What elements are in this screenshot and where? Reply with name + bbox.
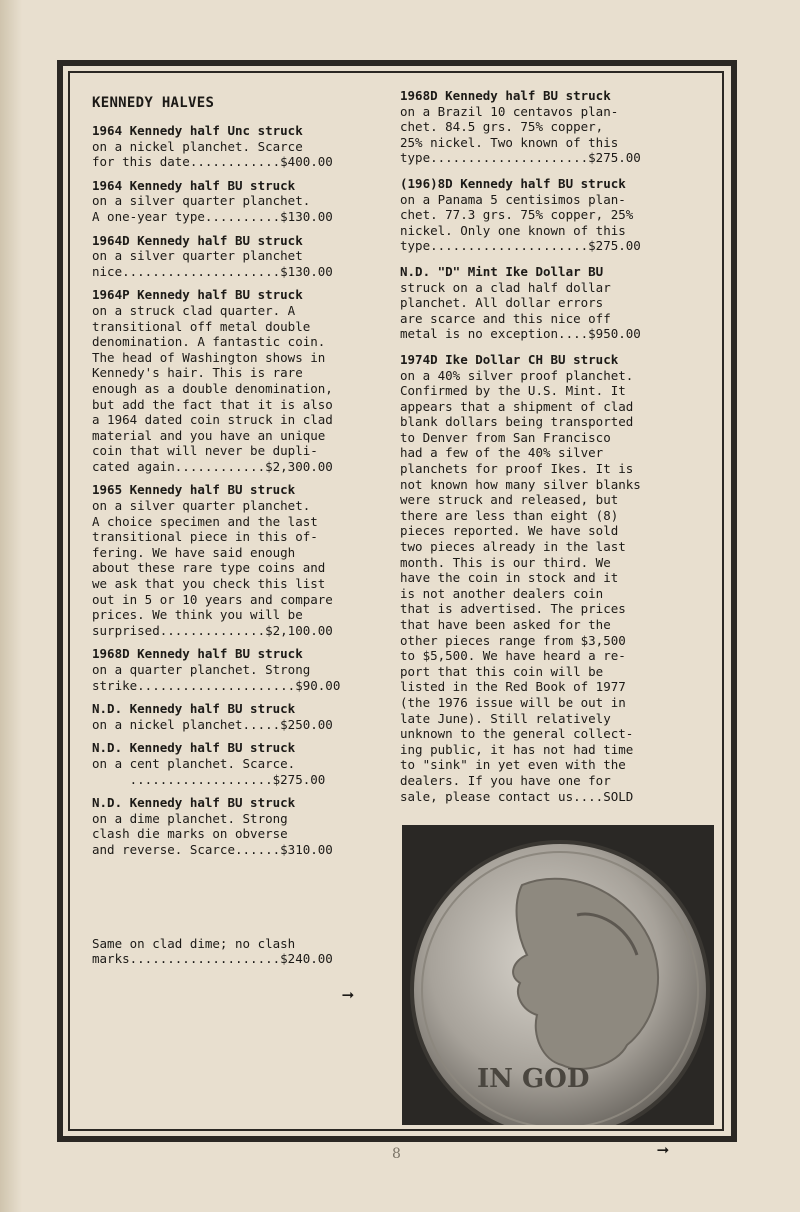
entry-line: on a 40% silver proof planchet. — [400, 367, 634, 383]
entry-line: were struck and released, but — [400, 492, 619, 508]
entry-line: late June). Still relatively — [400, 710, 611, 726]
entry-line: on a silver quarter planchet. — [92, 498, 311, 514]
listing-entry — [400, 264, 700, 342]
entry-line: ing public, it has not had time — [400, 741, 634, 757]
entry-line: marks....................$240.00 — [92, 951, 333, 967]
entry-line: Confirmed by the U.S. Mint. It — [400, 383, 626, 399]
entry-line: fering. We have said enough — [92, 544, 296, 560]
entry-line: about these rare type coins and — [92, 560, 326, 576]
listing-entry — [92, 178, 387, 225]
listing-entry — [400, 88, 700, 166]
entry-line: to $5,500. We have heard a re- — [400, 648, 626, 664]
entry-title-line: N.D. Kennedy half BU struck — [92, 701, 296, 717]
entry-line: on a cent planchet. Scarce. — [92, 755, 296, 771]
entry-title-line: 1964 Kennedy half Unc struck — [92, 123, 303, 138]
coin-inscription: IN GOD — [477, 1064, 590, 1094]
entry-title-line: (196)8D Kennedy half BU struck — [400, 175, 626, 191]
entry-line: metal is no exception....$950.00 — [400, 326, 641, 342]
listing-entry — [92, 233, 387, 280]
right-arrow-icon: ➞ — [657, 1138, 670, 1162]
entry-title-line: N.D. Kennedy half BU struck — [92, 740, 296, 756]
entry-line: struck on a clad half dollar — [400, 279, 611, 295]
listing-entry — [400, 352, 700, 804]
entry-line: that have been asked for the — [400, 617, 611, 632]
entry-line: type.....................$275.00 — [400, 238, 641, 254]
entry-line: month. This is our third. We — [400, 554, 611, 570]
entry-line: dealers. If you have one for — [400, 772, 611, 788]
entry-title-line: 1964P Kennedy half BU struck — [92, 287, 303, 303]
entry-line: (the 1976 issue will be out in — [400, 694, 626, 710]
entry-line: A choice specimen and the last — [92, 513, 318, 529]
entry-line: are scarce and this nice off — [400, 310, 611, 326]
entry-line: not known how many silver blanks — [400, 476, 641, 492]
entry-line: a 1964 dated coin struck in clad — [92, 412, 333, 428]
entry-line: on a dime planchet. Strong — [92, 810, 288, 826]
right-arrow-icon: ➞ — [342, 983, 355, 1007]
left-entry-list — [92, 123, 387, 858]
entry-line: Kennedy's hair. This is rare — [92, 365, 303, 381]
entry-line: on a Panama 5 centisimos plan- — [400, 191, 626, 207]
entry-line: blank dollars being transported — [400, 414, 634, 430]
entry-line: on a nickel planchet.....$250.00 — [92, 716, 333, 732]
entry-line: prices. We think you will be — [92, 607, 303, 623]
entry-line: on a quarter planchet. Strong — [92, 662, 311, 677]
entry-line: chet. 84.5 grs. 75% copper, — [400, 119, 604, 135]
entry-line: and reverse. Scarce......$310.00 — [92, 841, 333, 857]
left-column — [92, 95, 387, 967]
entry-line: had a few of the 40% silver — [400, 445, 604, 461]
entry-line: material and you have an unique — [92, 427, 326, 443]
entry-title-line: 1964 Kennedy half BU struck — [92, 177, 296, 193]
entry-line: transitional off metal double — [92, 318, 311, 334]
entry-line: surprised..............$2,100.00 — [92, 622, 333, 638]
entry-line: ...................$275.00 — [92, 771, 326, 787]
entry-line: enough as a double denomination, — [92, 380, 333, 396]
listing-entry — [92, 482, 387, 638]
entry-line: cated again............$2,300.00 — [92, 458, 333, 474]
entry-line: sale, please contact us....SOLD — [400, 788, 634, 804]
entry-line: have the coin in stock and it — [400, 570, 619, 586]
entry-line: transitional piece in this of- — [92, 529, 318, 545]
listing-entry — [92, 795, 387, 857]
entry-line: on a nickel planchet. Scarce — [92, 138, 303, 154]
entry-title-line: 1974D Ike Dollar CH BU struck — [400, 351, 619, 367]
entry-line: two pieces already in the last — [400, 539, 626, 555]
entry-title-line: 1968D Kennedy half BU struck — [400, 88, 611, 103]
right-column — [400, 88, 700, 814]
entry-line: we ask that you check this list — [92, 576, 326, 592]
entry-line: unknown to the general collect- — [400, 726, 634, 742]
entry-line: Same on clad dime; no clash — [92, 935, 296, 951]
listing-entry — [400, 176, 700, 254]
entry-line: for this date............$400.00 — [92, 154, 333, 170]
entry-line: listed in the Red Book of 1977 — [400, 679, 626, 695]
entry-line: is not another dealers coin — [400, 585, 604, 601]
entry-line: A one-year type..........$130.00 — [92, 208, 333, 224]
entry-line: but add the fact that it is also — [92, 396, 333, 412]
section-heading: KENNEDY HALVES — [92, 95, 215, 111]
listing-entry — [92, 701, 387, 732]
entry-line: on a Brazil 10 centavos plan- — [400, 103, 619, 119]
listing-entry — [92, 123, 387, 170]
entry-title-line: 1968D Kennedy half BU struck — [92, 646, 303, 662]
entry-title-line: 1965 Kennedy half BU struck — [92, 482, 296, 498]
coin-photo — [402, 825, 714, 1125]
entry-line: other pieces range from $3,500 — [400, 632, 626, 648]
entry-title-line: N.D. "D" Mint Ike Dollar BU — [400, 263, 604, 279]
entry-title-line: N.D. Kennedy half BU struck — [92, 795, 296, 811]
entry-line: appears that a shipment of clad — [400, 398, 634, 414]
listing-entry — [92, 287, 387, 474]
listing-entry — [92, 740, 387, 787]
entry-line: The head of Washington shows in — [92, 349, 326, 365]
entry-line: pieces reported. We have sold — [400, 523, 619, 539]
coin-image — [402, 825, 714, 1125]
entry-line: coin that will never be dupli- — [92, 443, 318, 459]
entry-line: on a silver quarter planchet — [92, 248, 303, 264]
entry-line: strike.....................$90.00 — [92, 677, 341, 693]
page-number: 8 — [392, 1146, 401, 1162]
right-entry-list — [400, 88, 700, 804]
bottom-left-entry — [92, 936, 387, 967]
entry-line: to "sink" in yet even with the — [400, 757, 626, 773]
entry-line: planchets for proof Ikes. It is — [400, 461, 634, 477]
entry-title-line: 1964D Kennedy half BU struck — [92, 232, 303, 248]
entry-line: chet. 77.3 grs. 75% copper, 25% — [400, 207, 634, 223]
entry-line: there are less than eight (8) — [400, 507, 619, 523]
entry-line: nice.....................$130.00 — [92, 263, 333, 279]
entry-line: type.....................$275.00 — [400, 150, 641, 166]
entry-line: denomination. A fantastic coin. — [92, 334, 326, 350]
entry-line: 25% nickel. Two known of this — [400, 134, 619, 150]
entry-line: planchet. All dollar errors — [400, 295, 604, 311]
entry-line: port that this coin will be — [400, 663, 604, 679]
listing-entry — [92, 646, 387, 693]
entry-line: that is advertised. The prices — [400, 601, 626, 617]
page-edge — [0, 0, 22, 1212]
entry-line: clash die marks on obverse — [92, 826, 288, 842]
entry-line: on a silver quarter planchet. — [92, 193, 311, 209]
entry-line: to Denver from San Francisco — [400, 429, 611, 445]
entry-line: out in 5 or 10 years and compare — [92, 591, 333, 607]
entry-line: on a struck clad quarter. A — [92, 302, 296, 318]
entry-line: nickel. Only one known of this — [400, 222, 626, 238]
